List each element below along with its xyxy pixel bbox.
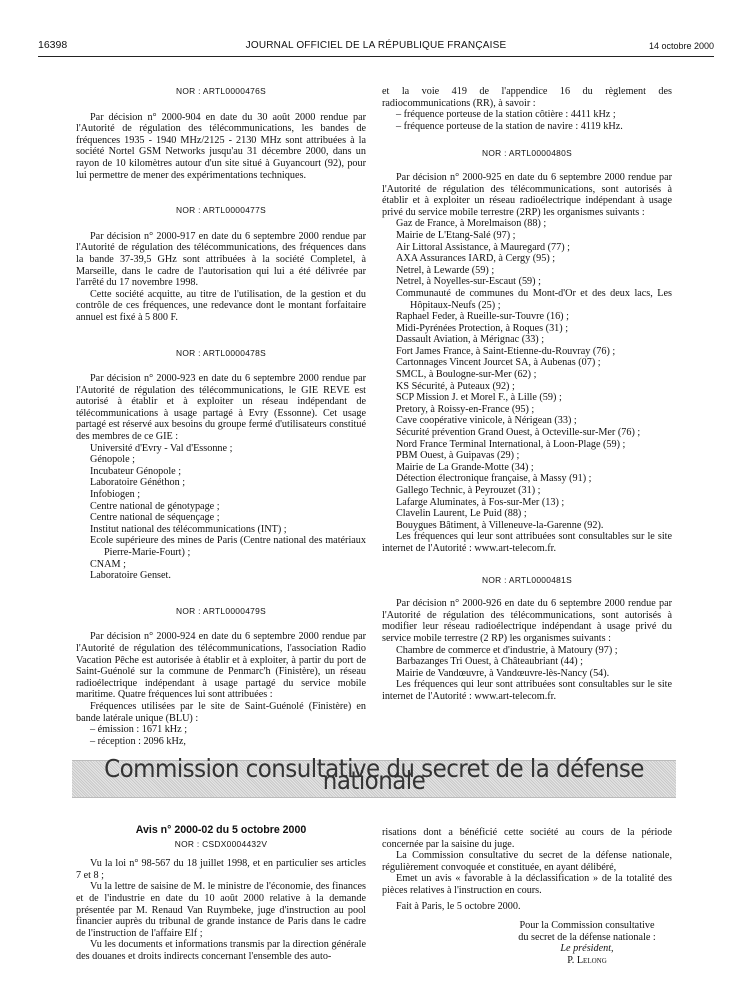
signature-block (502, 920, 672, 966)
avis-right-column (382, 827, 672, 967)
section-banner (72, 754, 676, 798)
page-number: 16398 (38, 39, 68, 51)
list-item: SCP Mission J. et Morel F., à Lille (59) ; (396, 392, 562, 404)
signatory-name: P. Lelong (567, 954, 607, 966)
list-item: Incubateur Génopole ; (90, 465, 182, 477)
list-item: Chambre de commerce et d'industrie, à Matoury (97) ; (396, 644, 618, 656)
section-title: Commission consultative du secret de la défense nationale (104, 754, 644, 795)
page-header (38, 38, 714, 56)
decision-paragraph: Fréquences utilisées par le site de Saint-Guénolé (Finistère) en bande latérale unique (BLU) : (76, 700, 366, 724)
avis-title: Avis n° 2000-02 du 5 octobre 2000 (135, 824, 307, 836)
right-column (382, 86, 672, 703)
list-item: Gallego Technic, à Peyrouzet (31) ; (396, 485, 541, 496)
nor-reference: NOR : ARTL0000481S (482, 574, 572, 585)
list-item: Dassault Aviation, à Mérignac (33) ; (396, 334, 545, 346)
decision-paragraph: Par décision n° 2000-923 en date du 6 septembre 2000 rendue par l'Autorité de régulation des télécommunications, le GIE REVE est autorisé à établir et à exploiter un réseau indépendant de télécommunications à usage partagé à Evry (Essonne). Cet usage partagé est réservé aux besoins du groupe fermé d'utilisateurs constitué des membres de ce GIE : (76, 373, 366, 443)
decision-paragraph: Par décision n° 2000-917 en date du 6 septembre 2000 rendue par l'Autorité de régulation des télécommunications, des fréquences dans la bande 37-39,5 GHz sont attribuées à la société Completel, à Marseille, dans le cadre de l'autorisation qui lui a été délivrée par l'arrêté du 17 novembre 1998. (76, 230, 366, 289)
list-item: Institut national des télécommunications (INT) ; (90, 523, 287, 535)
decision-paragraph: Les fréquences qui leur sont attribuées sont consultables sur le site internet de l'Autorité : www.art-telecom.fr. (382, 531, 672, 554)
list-item: Cartonnages Vincent Jourcet SA, à Aubenas (07) ; (396, 357, 601, 369)
gie-member-list (76, 443, 366, 582)
list-item: Détection électronique française, à Massy (91) ; (396, 473, 592, 485)
list-item: Centre national de génotypage ; (90, 500, 220, 512)
list-item: Laboratoire Genset. (90, 570, 171, 582)
list-item: Netrel, à Lewarde (59) ; (396, 264, 495, 276)
organisation-list (382, 218, 672, 531)
nor-reference: NOR : ARTL0000480S (482, 148, 572, 159)
list-item: Infobiogen ; (90, 489, 141, 501)
avis-paragraph: La Commission consultative du secret de la défense nationale, régulièrement convoquée et constituée, en ayant délibéré, (382, 850, 672, 873)
list-item: CNAM ; (90, 558, 126, 570)
list-item: Pretory, à Roissy-en-France (95) ; (396, 403, 535, 415)
signature-title: Le président, (560, 943, 614, 955)
list-item: Sécurité prévention Grand Ouest, à Octeville-sur-Mer (76) ; (396, 427, 641, 439)
list-item: Nord France Terminal International, à Loon-Plage (59) ; (396, 438, 626, 450)
nor-reference: NOR : ARTL0000479S (176, 605, 266, 616)
list-item: Cave coopérative vinicole, à Nérigean (33) ; (396, 415, 577, 427)
list-item: – émission : 1671 kHz ; (90, 724, 188, 736)
signature-line: Pour la Commission consultative (519, 920, 655, 932)
list-item: Raphael Feder, à Rueille-sur-Touvre (16) ; (396, 311, 569, 323)
list-item: Lafarge Aluminates, à Fos-sur-Mer (13) ; (396, 496, 565, 508)
decision-paragraph: Par décision n° 2000-925 en date du 6 septembre 2000 rendue par l'Autorité de régulation des télécommunications, sont autorisés à établir et à exploiter un réseau radioélectrique indépendant à usage privé du service mobile terrestre (2RP) les organismes suivants : (382, 171, 672, 218)
list-item: Université d'Evry - Val d'Essonne ; (90, 442, 233, 454)
list-item: – fréquence porteuse de la station côtière : 4411 kHz ; (396, 109, 616, 121)
left-column (76, 86, 366, 747)
avis-paragraph: Vu la lettre de saisine de M. le ministre de l'économie, des finances et de l'industrie en date du 10 août 2000 relative à la demande présentée par M. Renaud Van Ruymbeke, juge d'instruction au pool financier auprès du tribunal de grande instance de Paris dans le cadre de l'instruction de l'affaire Elf ; (76, 881, 366, 939)
list-item: – fréquence porteuse de la station de navire : 4119 kHz. (396, 120, 623, 132)
nor-reference: NOR : ARTL0000476S (176, 86, 266, 96)
signature-line: du secret de la défense nationale : (518, 931, 656, 943)
list-item: PBM Ouest, à Guipavas (29) ; (396, 450, 520, 462)
avis-paragraph: Emet un avis « favorable à la déclassification » de la totalité des pièces relatives à l'instruction en cours. (382, 873, 672, 896)
nor-reference: NOR : ARTL0000478S (176, 347, 266, 358)
list-item: Laboratoire Généthon ; (90, 477, 186, 489)
list-item: KS Sécurité, à Puteaux (92) ; (396, 380, 515, 392)
list-item: – réception : 2096 kHz, (90, 735, 186, 747)
nor-reference: NOR : ARTL0000477S (176, 205, 266, 216)
list-item: Communauté de communes du Mont-d'Or et des deux lacs, Les Hôpitaux-Neufs (25) ; (396, 287, 672, 311)
journal-title: JOURNAL OFFICIEL DE LA RÉPUBLIQUE FRANÇAISE (245, 40, 507, 51)
list-item: Gaz de France, à Morelmaison (88) ; (396, 218, 547, 230)
avis-paragraph: Vu les documents et informations transmis par la direction générale des douanes et droits indirects concernant l'ensemble des auto- (76, 939, 366, 962)
decision-paragraph: Les fréquences qui leur sont attribuées sont consultables sur le site internet de l'Autorité : www.art-telecom.fr. (382, 679, 672, 702)
place-date: Fait à Paris, le 5 octobre 2000. (396, 900, 521, 912)
list-item: Bouygues Bâtiment, à Villeneuve-la-Garenne (92). (396, 519, 604, 531)
decision-paragraph: Cette société acquitte, au titre de l'utilisation, de la gestion et du contrôle de ces fréquences, une redevance dont le montant forfaitaire annuel est fixé à 5 800 F. (76, 288, 366, 323)
avis-paragraph: Vu la loi n° 98-567 du 18 juillet 1998, et en particulier ses articles 7 et 8 ; (76, 858, 366, 881)
list-item: Clavelin Laurent, Le Puid (88) ; (396, 508, 527, 520)
list-item: Ecole supérieure des mines de Paris (Centre national des matériaux Pierre-Marie-Fourt) ; (90, 535, 366, 558)
list-item: Netrel, à Noyelles-sur-Escaut (59) ; (396, 276, 541, 288)
avis-paragraph: risations dont a bénéficié cette société au cours de la période concernée par la saisine du juge. (382, 827, 672, 850)
decision-paragraph: Par décision n° 2000-904 en date du 30 août 2000 rendue par l'Autorité de régulation des télécommunications, les bandes de fréquences 1935 - 1940 MHz/2125 - 2130 MHz sont attribuées à la société Nortel GSM Networks jusqu'au 31 décembre 2000, dans un rayon de 10 kilomètres autour d'un site situé à Guyancourt (92), pour lui permettre de mener des expérimentations techniques. (76, 111, 366, 181)
header-rule (38, 56, 714, 57)
list-item: Midi-Pyrénées Protection, à Roques (31) ; (396, 322, 569, 334)
list-item: Barbazanges Tri Ouest, à Châteaubriant (44) ; (396, 656, 584, 668)
list-item: Mairie de L'Etang-Salé (97) ; (396, 229, 516, 241)
list-item: Mairie de La Grande-Motte (34) ; (396, 461, 534, 473)
issue-date: 14 octobre 2000 (648, 41, 714, 51)
decision-paragraph: Par décision n° 2000-924 en date du 6 septembre 2000 rendue par l'Autorité de régulation des télécommunications, l'association Radio Vacation Pêche est autorisée à établir et à exploiter, à partir du port de Saint-Guénolé sur la commune de Penmarc'h (Finistère), un réseau radioélectrique indépendant à usage partagé du service mobile maritime. Quatre fréquences lui sont attribuées : (76, 631, 366, 701)
list-item: SMCL, à Boulogne-sur-Mer (62) ; (396, 369, 537, 381)
list-item: Air Littoral Assistance, à Mauregard (77) ; (396, 241, 570, 253)
list-item: Mairie de Vandœuvre, à Vandœuvre-lès-Nancy (54). (396, 667, 610, 679)
avis-left-column (76, 825, 366, 963)
decision-paragraph: et la voie 419 de l'appendice 16 du règlement des radiocommunications (RR), à savoir : (382, 86, 672, 109)
decision-paragraph: Par décision n° 2000-926 en date du 6 septembre 2000 rendue par l'Autorité de régulation des télécommunications, sont autorisés à modifier leur réseau radioélectrique indépendant à usage privé du service mobile terrestre (2 RP) les organismes suivants : (382, 598, 672, 644)
list-item: Centre national de séquençage ; (90, 512, 220, 524)
list-item: AXA Assurances IARD, à Cergy (95) ; (396, 253, 556, 265)
list-item: Fort James France, à Saint-Etienne-du-Rouvray (76) ; (396, 345, 616, 357)
list-item: Génopole ; (90, 454, 135, 466)
nor-reference: NOR : CSDX0004432V (174, 838, 268, 849)
